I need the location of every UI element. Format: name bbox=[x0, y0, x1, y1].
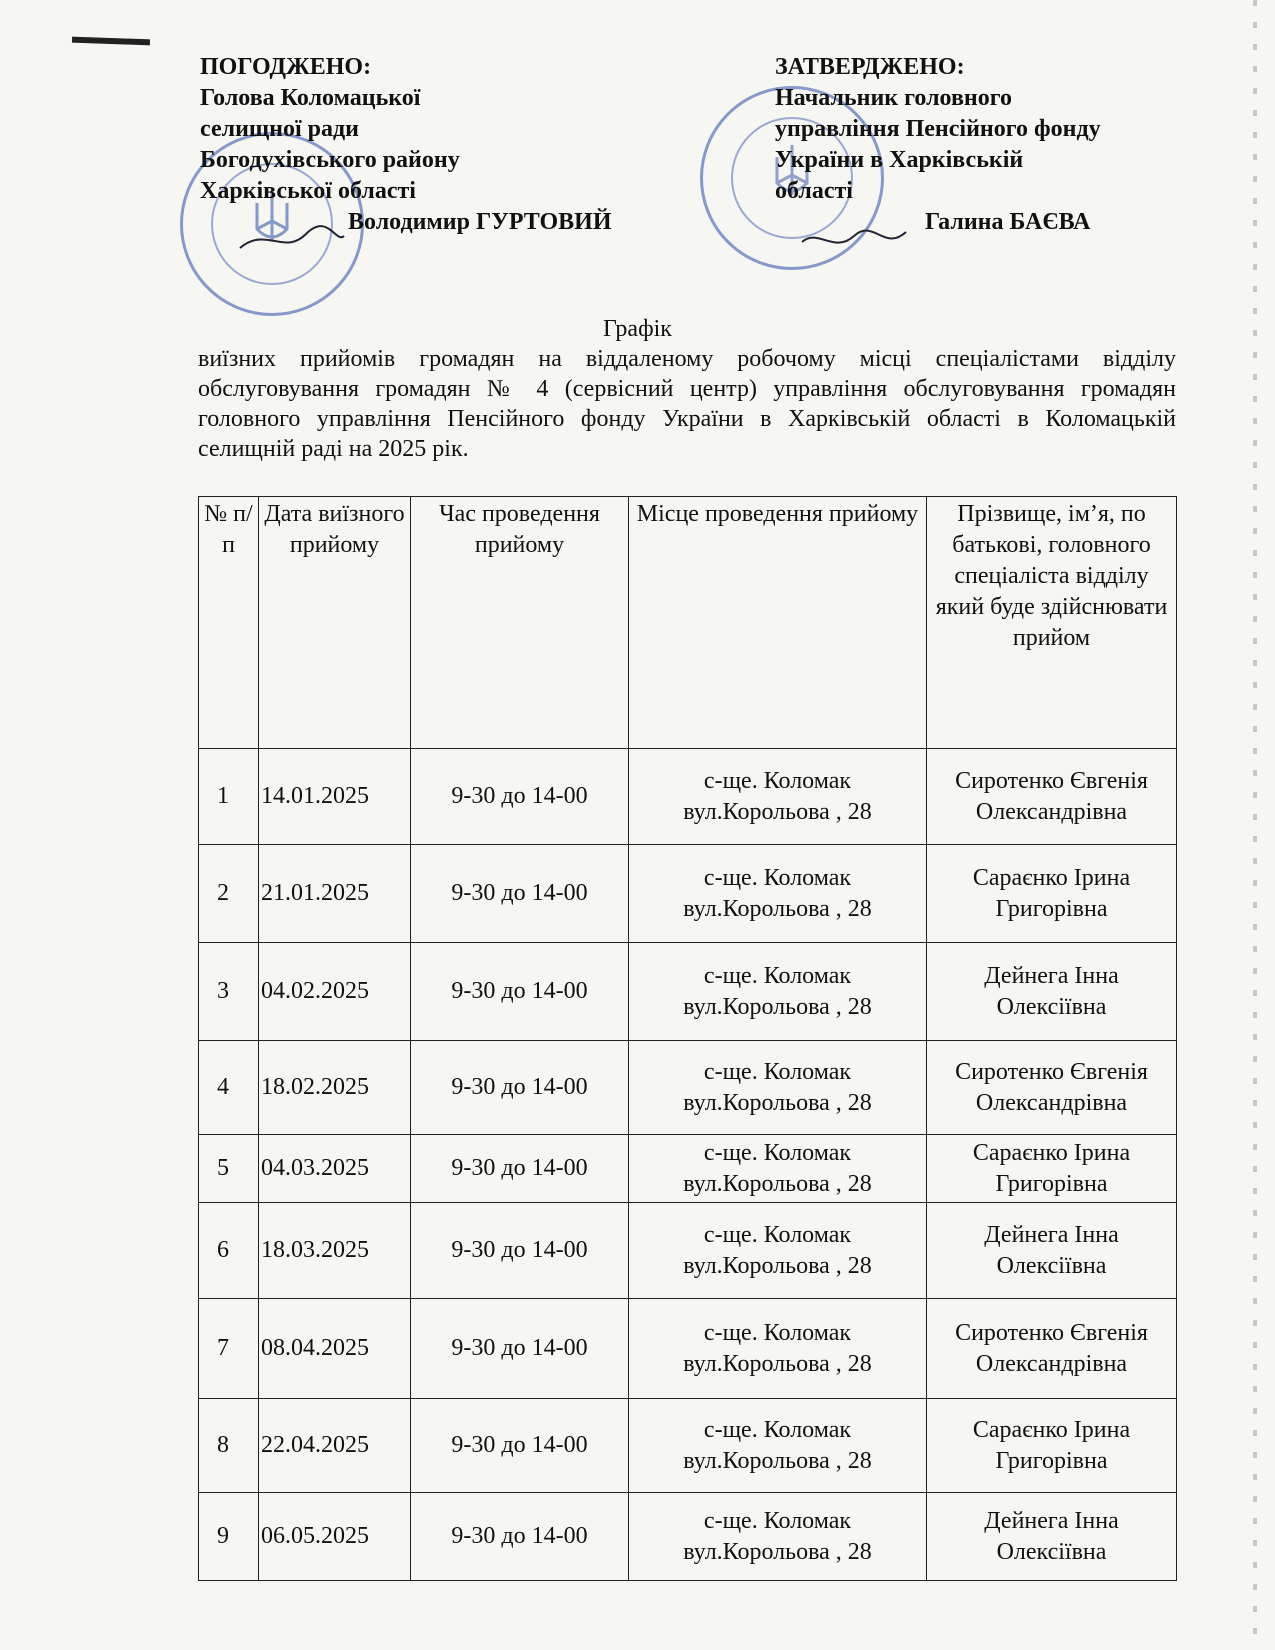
cell-time: 9-30 до 14-00 bbox=[411, 1135, 629, 1203]
cell-specialist: Дейнега Інна Олексіївна bbox=[927, 1203, 1177, 1299]
cell-num: 6 bbox=[199, 1203, 259, 1299]
cell-specialist: Сиротенко Євгенія Олександрівна bbox=[927, 749, 1177, 845]
approval-heading: ЗАТВЕРДЖЕНО: bbox=[775, 54, 965, 80]
table-row bbox=[199, 1493, 1177, 1581]
column-header-time: Час проведення прийому bbox=[411, 497, 629, 749]
cell-specialist: Дейнега Інна Олексіївна bbox=[927, 1493, 1177, 1581]
table-row bbox=[199, 845, 1177, 943]
approval-line: Харківської області bbox=[200, 178, 416, 204]
table-row bbox=[199, 943, 1177, 1041]
cell-specialist: Сиротенко Євгенія Олександрівна bbox=[927, 1299, 1177, 1399]
cell-date: 14.01.2025 bbox=[259, 749, 411, 845]
cell-time: 9-30 до 14-00 bbox=[411, 749, 629, 845]
cell-specialist: Сараєнко Ірина Григорівна bbox=[927, 1135, 1177, 1203]
approval-block-left bbox=[200, 52, 680, 238]
cell-place: с-ще. Коломак вул.Корольова , 28 bbox=[629, 1041, 927, 1135]
cell-num: 7 bbox=[199, 1299, 259, 1399]
table-header-row bbox=[199, 497, 1177, 749]
approval-line: Голова Коломацької bbox=[200, 85, 421, 111]
cell-date: 21.01.2025 bbox=[259, 845, 411, 943]
cell-time: 9-30 до 14-00 bbox=[411, 1203, 629, 1299]
cell-num: 5 bbox=[199, 1135, 259, 1203]
approval-line: управління Пенсійного фонду bbox=[775, 116, 1101, 142]
column-header-date: Дата виїзного прийому bbox=[259, 497, 411, 749]
cell-num: 9 bbox=[199, 1493, 259, 1581]
approval-line: України в Харківській bbox=[775, 147, 1024, 173]
cell-time: 9-30 до 14-00 bbox=[411, 1399, 629, 1493]
document-title: Графік bbox=[603, 316, 672, 342]
column-header-specialist: Прізвище, ім’я, по батькові, головного спеціаліста відділу який буде здійснювати прийом bbox=[927, 497, 1177, 749]
approval-signatory: Галина БАЄВА bbox=[925, 209, 1091, 235]
approval-line: Начальник головного bbox=[775, 85, 1013, 111]
approval-line: Богодухівського району bbox=[200, 147, 460, 173]
schedule-table bbox=[198, 496, 1177, 1581]
table-row bbox=[199, 749, 1177, 845]
scan-edge-artifact bbox=[1253, 0, 1257, 1650]
cell-date: 06.05.2025 bbox=[259, 1493, 411, 1581]
approval-heading: ПОГОДЖЕНО: bbox=[200, 54, 372, 80]
cell-num: 4 bbox=[199, 1041, 259, 1135]
approval-line: області bbox=[775, 178, 853, 204]
table-row bbox=[199, 1135, 1177, 1203]
cell-place: с-ще. Коломак вул.Корольова , 28 bbox=[629, 1399, 927, 1493]
cell-time: 9-30 до 14-00 bbox=[411, 845, 629, 943]
table-row bbox=[199, 1299, 1177, 1399]
cell-time: 9-30 до 14-00 bbox=[411, 1299, 629, 1399]
cell-specialist: Сиротенко Євгенія Олександрівна bbox=[927, 1041, 1177, 1135]
cell-date: 18.03.2025 bbox=[259, 1203, 411, 1299]
cell-time: 9-30 до 14-00 bbox=[411, 1041, 629, 1135]
table-row bbox=[199, 1203, 1177, 1299]
cell-date: 18.02.2025 bbox=[259, 1041, 411, 1135]
cell-specialist: Сараєнко Ірина Григорівна bbox=[927, 1399, 1177, 1493]
cell-place: с-ще. Коломак вул.Корольова , 28 bbox=[629, 1299, 927, 1399]
cell-date: 04.03.2025 bbox=[259, 1135, 411, 1203]
cell-place: с-ще. Коломак вул.Корольова , 28 bbox=[629, 1493, 927, 1581]
cell-place: с-ще. Коломак вул.Корольова , 28 bbox=[629, 845, 927, 943]
cell-place: с-ще. Коломак вул.Корольова , 28 bbox=[629, 943, 927, 1041]
document-intro: виїзних прийомів громадян на віддаленому робочому місці спеціалістами відділу обслуговування громадян № 4 (сервісний центр) управління обслуговування громадян головного управління Пенсійного фонду України в Харківській області в Коломацькій селищній раді на 2025 рік. bbox=[198, 346, 1176, 462]
scan-artifact-mark bbox=[72, 37, 150, 46]
cell-num: 2 bbox=[199, 845, 259, 943]
cell-time: 9-30 до 14-00 bbox=[411, 943, 629, 1041]
cell-date: 08.04.2025 bbox=[259, 1299, 411, 1399]
cell-num: 8 bbox=[199, 1399, 259, 1493]
table-row bbox=[199, 1399, 1177, 1493]
cell-date: 22.04.2025 bbox=[259, 1399, 411, 1493]
cell-place: с-ще. Коломак вул.Корольова , 28 bbox=[629, 1203, 927, 1299]
cell-num: 1 bbox=[199, 749, 259, 845]
approval-signatory: Володимир ГУРТОВИЙ bbox=[348, 209, 612, 235]
cell-time: 9-30 до 14-00 bbox=[411, 1493, 629, 1581]
approval-line: селищної ради bbox=[200, 116, 359, 142]
cell-specialist: Сараєнко Ірина Григорівна bbox=[927, 845, 1177, 943]
cell-num: 3 bbox=[199, 943, 259, 1041]
cell-specialist: Дейнега Інна Олексіївна bbox=[927, 943, 1177, 1041]
table-row bbox=[199, 1041, 1177, 1135]
cell-place: с-ще. Коломак вул.Корольова , 28 bbox=[629, 749, 927, 845]
approval-block-right bbox=[775, 52, 1195, 238]
cell-place: с-ще. Коломак вул.Корольова , 28 bbox=[629, 1135, 927, 1203]
column-header-num: № п/п bbox=[199, 497, 259, 749]
cell-date: 04.02.2025 bbox=[259, 943, 411, 1041]
column-header-place: Місце проведення прийому bbox=[629, 497, 927, 749]
